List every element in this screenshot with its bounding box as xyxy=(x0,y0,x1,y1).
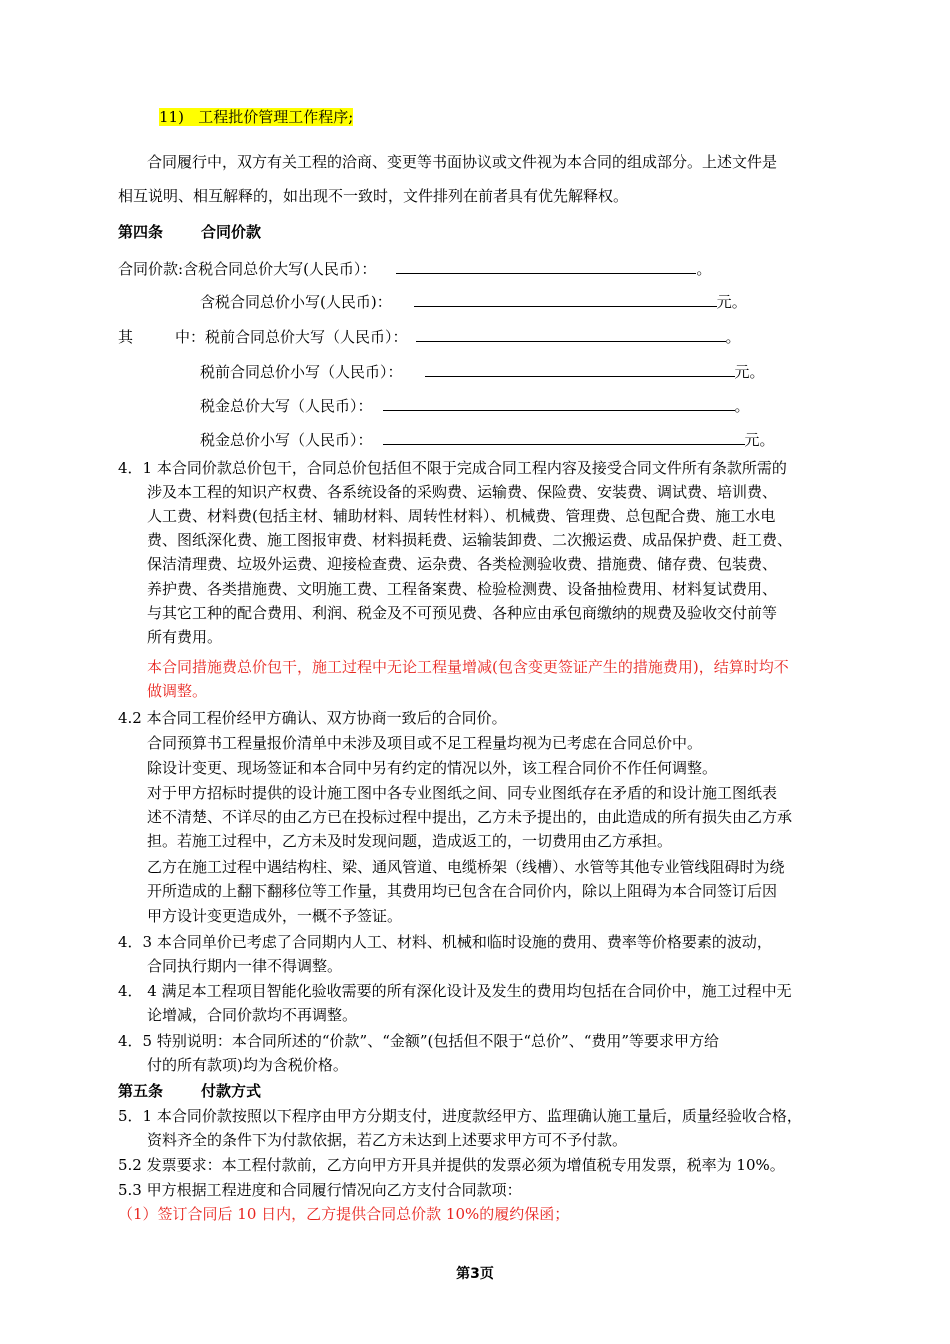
clause-4-1-line-1: 4．1 本合同价款总价包干，合同总价包括但不限于完成合同工程内容及接受合同文件所有条款所需的 xyxy=(118,459,787,477)
clause-4-1-line-3: 人工费、材料费(包括主材、辅助材料、周转性材料）、机械费、管理费、总包配合费、施工水电 xyxy=(147,507,776,525)
clause-4-1-line-4: 费、图纸深化费、施工图报审费、材料损耗费、运输装卸费、二次搬运费、成品保护费、赶工费、 xyxy=(147,531,793,549)
clause-4-2-line-9: 甲方设计变更造成外，一概不予签证。 xyxy=(147,907,403,925)
clause-4-4-line-2: 论增减，合同价款均不再调整。 xyxy=(147,1006,358,1024)
clause-4-1-red-line-1: 本合同措施费总价包干，施工过程中无论工程量增减(包含变更签证产生的措施费用)，结算时均不 xyxy=(147,658,789,676)
clause-4-5-line-1: 4．5 特别说明：本合同所述的“价款”、“金额”(包括但不限于“总价”、“费用”等要求甲方给 xyxy=(118,1032,720,1050)
clause-4-2-line-7: 乙方在施工过程中遇结构柱、梁、通风管道、电缆桥架（线槽）、水管等其他专业管线阻碍时为绕 xyxy=(147,858,785,876)
clause-4-4-line-1: 4． 4 满足本工程项目智能化验收需要的所有深化设计及发生的费用均包括在合同价中，施工过程中无 xyxy=(118,982,792,1000)
item-11 xyxy=(159,107,353,127)
clause-5-2: 5.2 发票要求：本工程付款前，乙方向甲方开具并提供的发票必须为增值税专用发票，税率为 10%。 xyxy=(118,1156,785,1174)
clause-4-2-line-8: 开所造成的上翻下翻移位等工作量，其费用均已包含在合同价内，除以上阻碍为本合同签订后因 xyxy=(147,882,778,900)
price-row-5: 税金总价大写（人民币）： 。 xyxy=(200,397,750,415)
price-row-1: 合同价款:含税合同总价大写(人民币）： 。 xyxy=(118,260,712,278)
clause-4-2-line-5: 述不清楚、不详尽的由乙方已在投标过程中提出，乙方未予提出的，由此造成的所有损失由乙方承 xyxy=(147,808,793,826)
price-row-4: 税前合同总价小写（人民币）： 元。 xyxy=(200,363,765,381)
article-5-heading: 第五条 付款方式 xyxy=(118,1082,262,1100)
price-blank-6[interactable] xyxy=(383,430,745,445)
clause-4-1-line-5: 保洁清理费、垃圾外运费、迎接检查费、运杂费、各类检测验收费、措施费、储存费、包装费、 xyxy=(147,555,778,573)
article-4-heading: 第四条 合同价款 xyxy=(118,223,262,241)
clause-5-3-item-1: （1）签订合同后 10 日内，乙方提供合同总价款 10%的履约保函； xyxy=(118,1205,570,1223)
clause-4-3-line-2: 合同执行期内一律不得调整。 xyxy=(147,957,343,975)
clause-4-1-line-2: 涉及本工程的知识产权费、各系统设备的采购费、运输费、保险费、安装费、调试费、培训费、 xyxy=(147,483,778,501)
price-blank-3[interactable] xyxy=(416,327,726,342)
clause-4-2-line-2: 合同预算书工程量报价清单中未涉及项目或不足工程量均视为已考虑在合同总价中。 xyxy=(147,734,703,752)
clause-4-2-line-3: 除设计变更、现场签证和本合同中另有约定的情况以外，该工程合同价不作任何调整。 xyxy=(147,759,718,777)
clause-4-3-line-1: 4．3 本合同单价已考虑了合同期内人工、材料、机械和临时设施的费用、费率等价格要素的波动， xyxy=(118,933,772,951)
price-row-2: 含税合同总价小写(人民币)： 元。 xyxy=(200,293,747,311)
price-row-6: 税金总价小写（人民币）： 元。 xyxy=(200,431,775,449)
price-blank-4[interactable] xyxy=(425,362,735,377)
clause-5-1-line-1: 5．1 本合同价款按照以下程序由甲方分期支付，进度款经甲方、监理确认施工量后，质量经验收合格， xyxy=(118,1107,802,1125)
clause-4-2-line-4: 对于甲方招标时提供的设计施工图中各专业图纸之间、同专业图纸存在矛盾的和设计施工图纸表 xyxy=(147,784,778,802)
price-blank-2[interactable] xyxy=(414,292,717,307)
price-blank-5[interactable] xyxy=(383,396,735,411)
page-number: 第3页 xyxy=(456,1266,494,1282)
item-11-text: 11) 工程批价管理工作程序; xyxy=(159,108,354,126)
clause-4-1-line-7: 与其它工种的配合费用、利润、税金及不可预见费、各种应由承包商缴纳的规费及验收交付前等 xyxy=(147,604,778,622)
clause-4-2-line-6: 担。若施工过程中，乙方未及时发现问题，造成返工的，一切费用由乙方承担。 xyxy=(147,832,673,850)
intro-line-1: 合同履行中，双方有关工程的洽商、变更等书面协议或文件视为本合同的组成部分。上述文件是 xyxy=(147,153,778,171)
price-blank-1[interactable] xyxy=(396,259,696,274)
intro-line-2: 相互说明、相互解释的，如出现不一致时，文件排列在前者具有优先解释权。 xyxy=(118,187,629,205)
clause-4-2-line-1: 4.2 本合同工程价经甲方确认、双方协商一致后的合同价。 xyxy=(118,709,507,727)
clause-5-3: 5.3 甲方根据工程进度和合同履行情况向乙方支付合同款项： xyxy=(118,1181,522,1199)
clause-4-1-line-8: 所有费用。 xyxy=(147,628,223,646)
price-row-3: 其 中：税前合同总价大写（人民币）： 。 xyxy=(118,328,741,346)
clause-4-5-line-2: 付的所有款项)均为含税价格。 xyxy=(147,1056,348,1074)
clause-5-1-line-2: 资料齐全的条件下为付款依据，若乙方未达到上述要求甲方可不予付款。 xyxy=(147,1131,628,1149)
clause-4-1-line-6: 养护费、各类措施费、文明施工费、工程备案费、检验检测费、设备抽检费用、材料复试费用、 xyxy=(147,580,778,598)
clause-4-1-red-line-2: 做调整。 xyxy=(147,682,208,700)
